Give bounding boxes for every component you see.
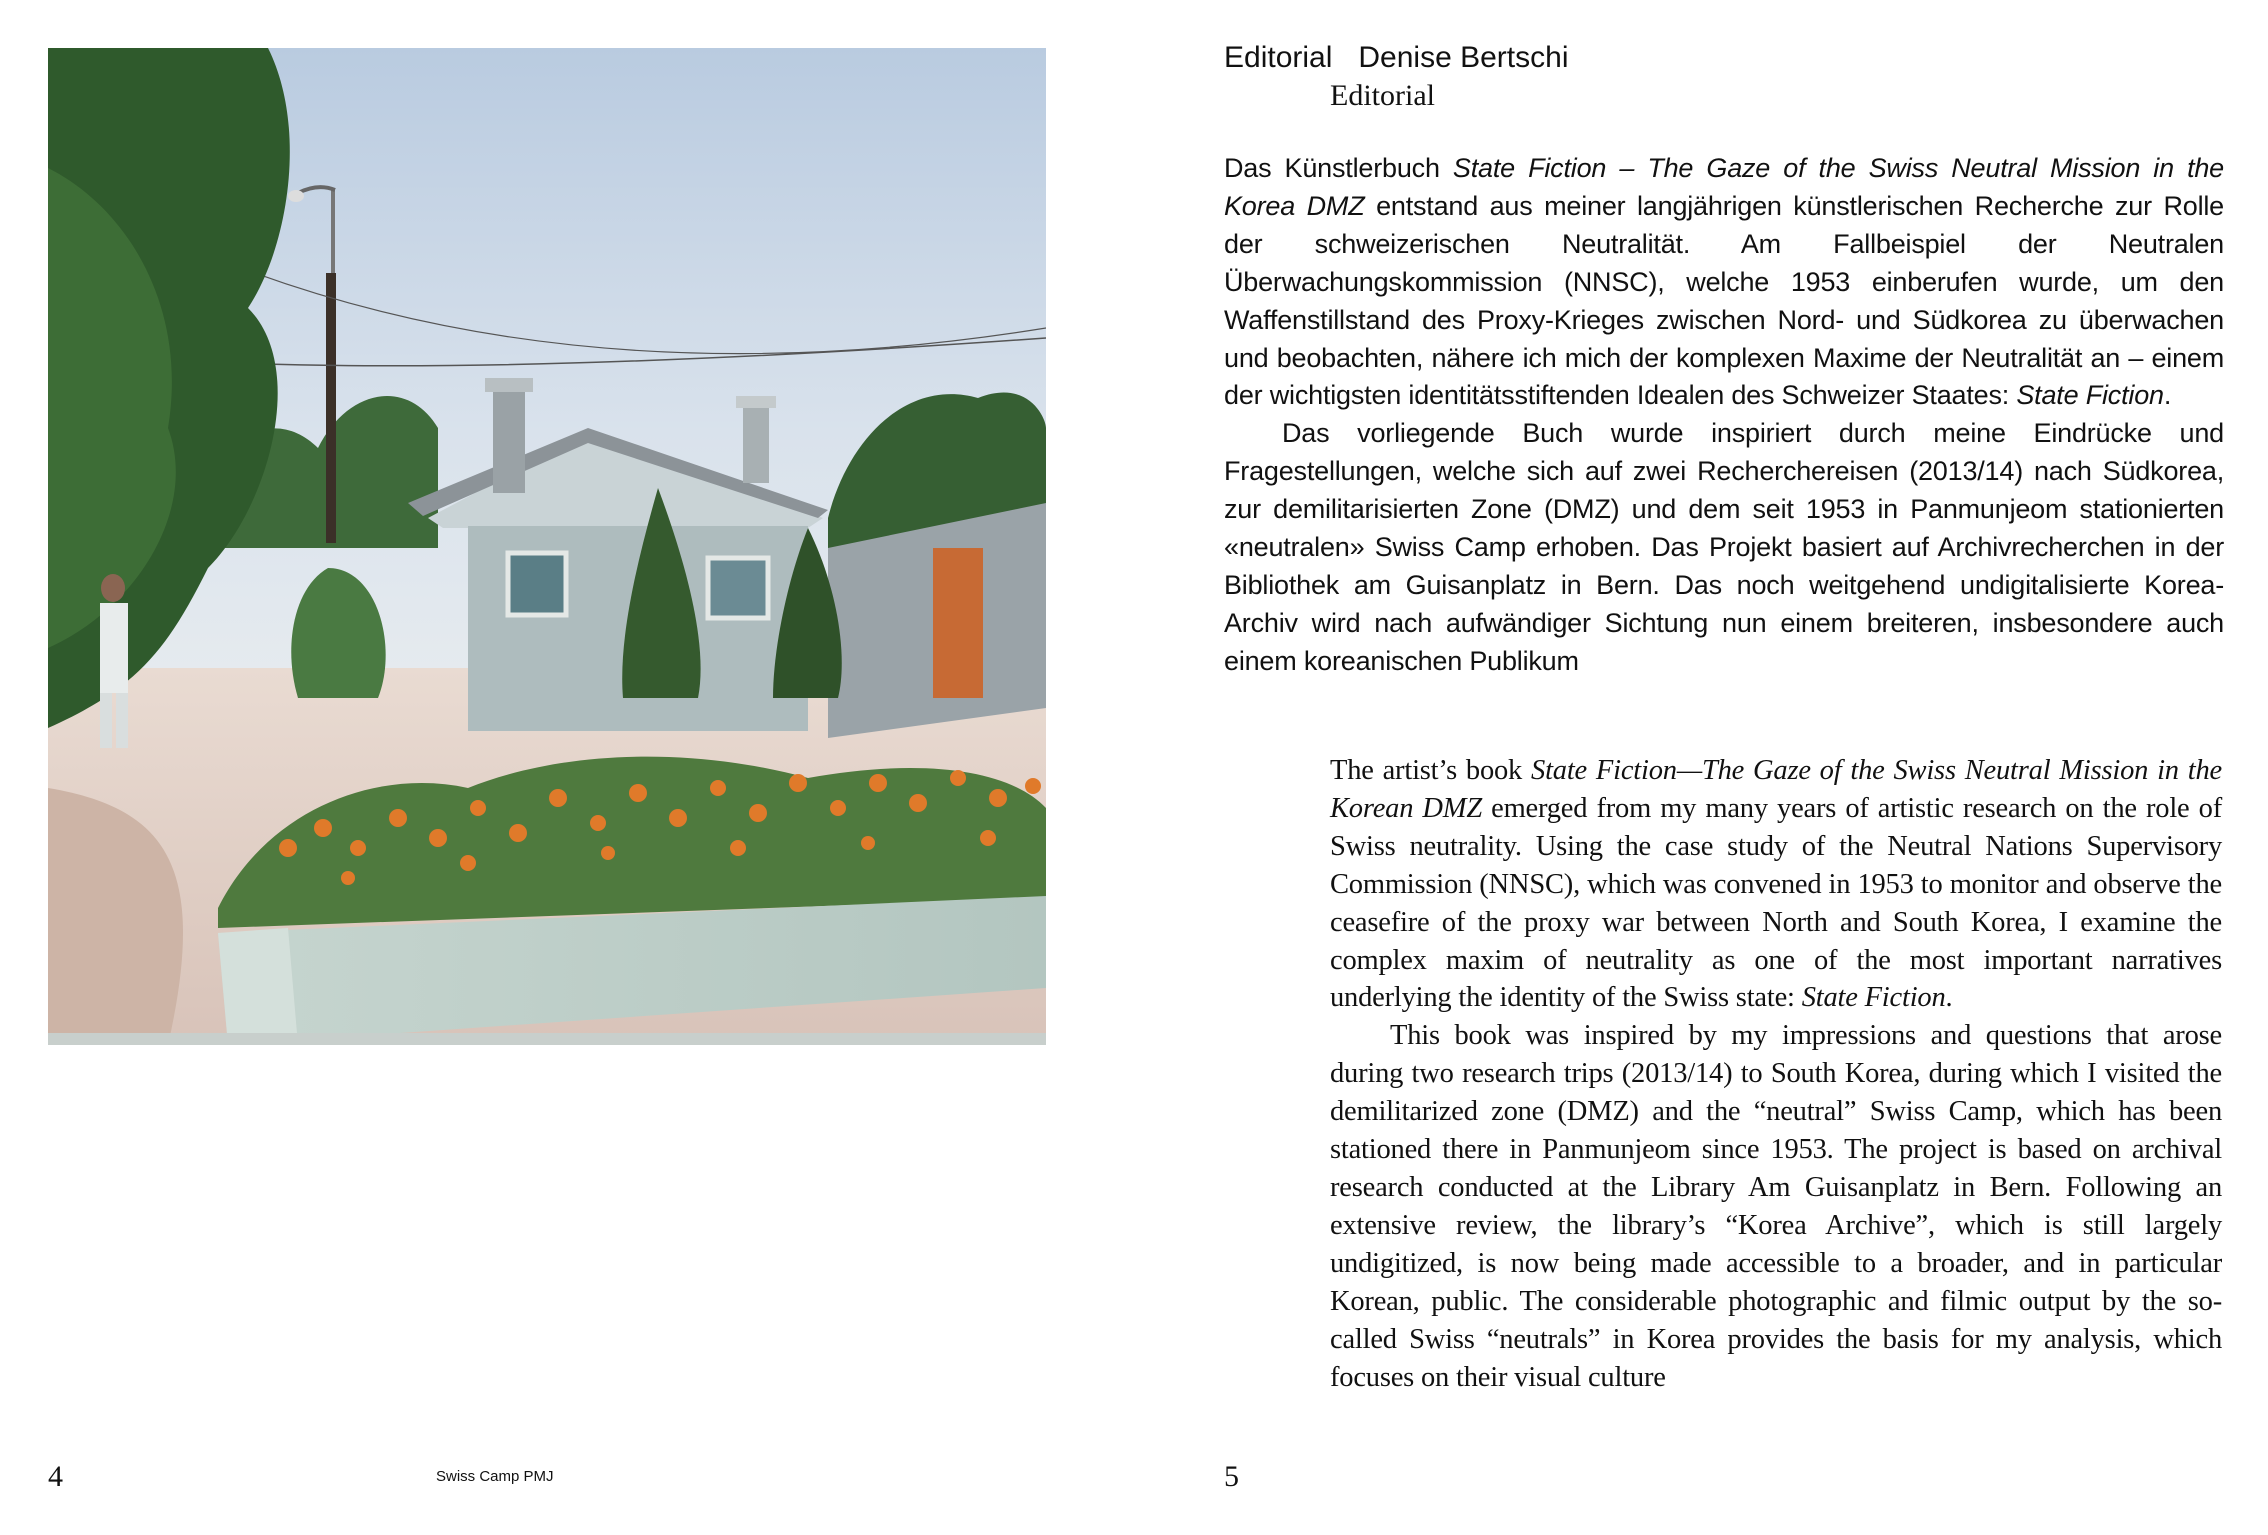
photo-illustration bbox=[48, 48, 1046, 1045]
section-label: Editorial bbox=[1224, 41, 1333, 74]
english-paragraph-1: The artist’s book State Fiction—The Gaze of the Swiss Neutral Mission in the Korean DMZ emerged from my many years of artistic research on the role of Swiss neutrality. Using the case study of the Neutral Nations Supervisory Commission (NNSC), which was convened in 1953 to monitor and observe the ceasefire of the proxy war between North and South Korea, I examine the complex maxim of neutrality as one of the most important narratives underlying the identity of the Swiss state: State Fiction. bbox=[1330, 755, 2222, 1014]
author-name: Denise Bertschi bbox=[1358, 41, 1569, 74]
english-paragraph-2: This book was inspired by my impressions and questions that arose during two research trips (2013/14) to South Korea, during which I visited the demilitarized zone (DMZ) and the “neutral” Swiss Camp, which has been stationed there in Panmunjeom since 1953. The project is based on archival research conducted at the Library Am Guisanplatz in Bern. Following an extensive review, the library’s “Korea Archive”, which is still largely undigitized, is now being made accessible to a broader, and in particular Korean, public. The considerable photographic and filmic output by the so-called Swiss “neutrals” in Korea provides the basis for my analysis, which focuses on their visual culture bbox=[1330, 1020, 2222, 1393]
book-title-en: State Fiction—The Gaze of the Swiss Neutral Mission in the Korean DMZ bbox=[1330, 755, 2222, 824]
german-text bbox=[1224, 150, 2224, 681]
photo-swiss-camp-house bbox=[48, 48, 1046, 1045]
page-number-left: 4 bbox=[48, 1460, 63, 1493]
editorial-header bbox=[1224, 38, 2224, 114]
english-text bbox=[1330, 752, 2222, 1396]
state-fiction-de: State Fiction bbox=[2016, 380, 2164, 411]
german-paragraph-1: Das Künstlerbuch State Fiction – The Gaze of the Swiss Neutral Mission in the Korea DMZ entstand aus meiner langjährigen künstlerischen Recherche zur Rolle der schweizerischen Neutralität. Am Fallbeispiel der Neutralen Überwachungskommission (NNSC), welche 1953 einberufen wurde, um den Waffenstillstand des Proxy-Krieges zwischen Nord- und Südkorea zu überwachen und beobachten, nähere ich mich der komplexen Maxime der Neutralität an – einem der wichtigsten identitätsstiftenden Idealen des Schweizer Staates: State Fiction. bbox=[1224, 153, 2224, 411]
german-paragraph-2: Das vorliegende Buch wurde inspiriert durch meine Eindrücke und Fragestellungen, welche sich auf zwei Recherchereisen (2013/14) nach Südkorea, zur demilitarisierten Zone (DMZ) und dem seit 1953 in Panmunjeom stationierten «neutralen» Swiss Camp erhoben. Das Projekt basiert auf Archivrecherchen in der Bibliothek am Guisanplatz in Bern. Das noch weitgehend undigitalisierte Korea-Archiv wird nach aufwändiger Sichtung nun einem breiteren, insbesondere auch einem koreanischen Publikum bbox=[1224, 418, 2224, 676]
section-subtitle: Editorial bbox=[1330, 79, 1435, 112]
running-title: Swiss Camp PMJ bbox=[436, 1468, 554, 1485]
book-title-de: State Fiction – The Gaze of the Swiss Neutral Mission in the Korea DMZ bbox=[1224, 153, 2224, 221]
header-line bbox=[1224, 38, 2224, 78]
page-number-right: 5 bbox=[1224, 1460, 1239, 1493]
state-fiction-en: State Fiction bbox=[1801, 982, 1946, 1014]
